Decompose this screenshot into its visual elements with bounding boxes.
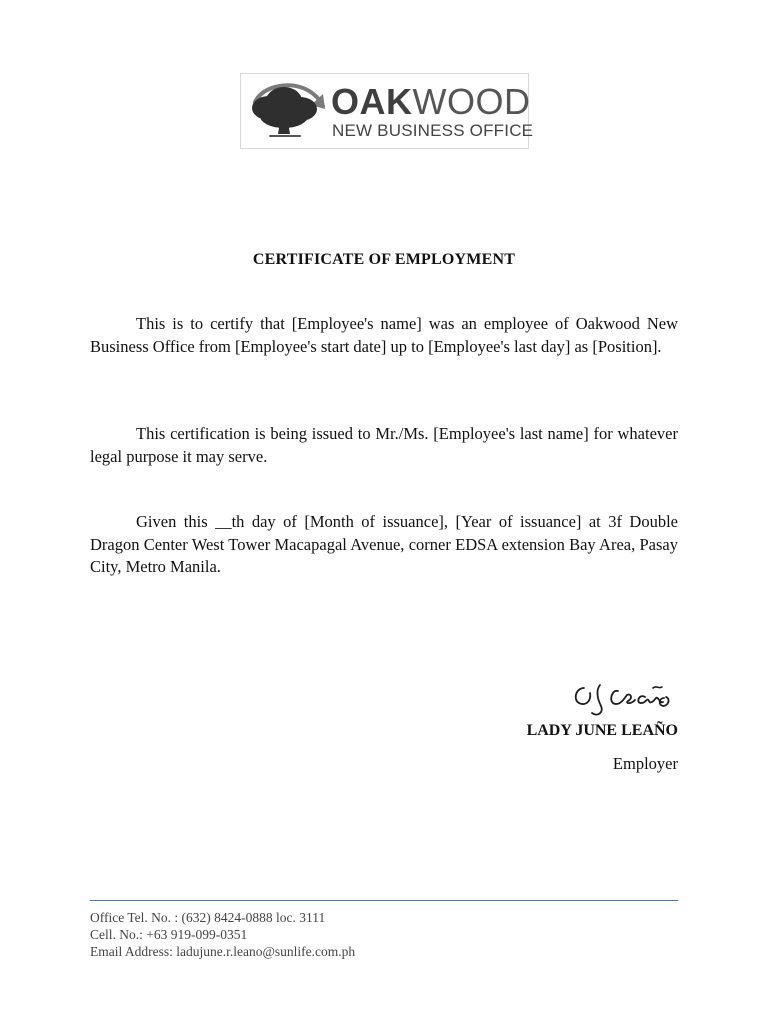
footer-contact-info [90, 909, 678, 960]
purpose-paragraph: This certification is being issued to Mr./Ms. [Employee's last name] for whatever legal purpose it may serve. [90, 424, 678, 466]
handwritten-signature-image [566, 680, 678, 720]
logo-subtitle: NEW BUSINESS OFFICE [332, 121, 534, 140]
oak-tree-logo-icon [245, 78, 329, 144]
company-logo [240, 73, 534, 149]
logo-brand-name [331, 82, 530, 122]
document-title: CERTIFICATE OF EMPLOYMENT [252, 251, 516, 268]
logo-brand-light: WOOD [412, 81, 531, 122]
logo-brand-bold: OAK [331, 81, 413, 122]
footer-divider [90, 900, 678, 901]
cell-phone: Cell. No.: +63 919-099-0351 [90, 927, 248, 942]
certification-paragraph: This is to certify that [Employee's name] was an employee of Oakwood New Business Office from [Employee's start date] up to [Employee's last day] as [Position]. [90, 314, 678, 356]
issuance-paragraph: Given this __th day of [Month of issuance], [Year of issuance] at 3f Double Dragon Center West Tower Macapagal Avenue, corner EDSA extension Bay Area, Pasay City, Metro Manila. [90, 512, 678, 576]
signatory-title: Employer [612, 754, 678, 773]
office-phone: Office Tel. No. : (632) 8424-0888 loc. 3111 [90, 910, 326, 925]
signatory-name: LADY JUNE LEAÑO [526, 722, 678, 739]
email-address: Email Address: ladujune.r.leano@sunlife.com.ph [90, 944, 356, 959]
